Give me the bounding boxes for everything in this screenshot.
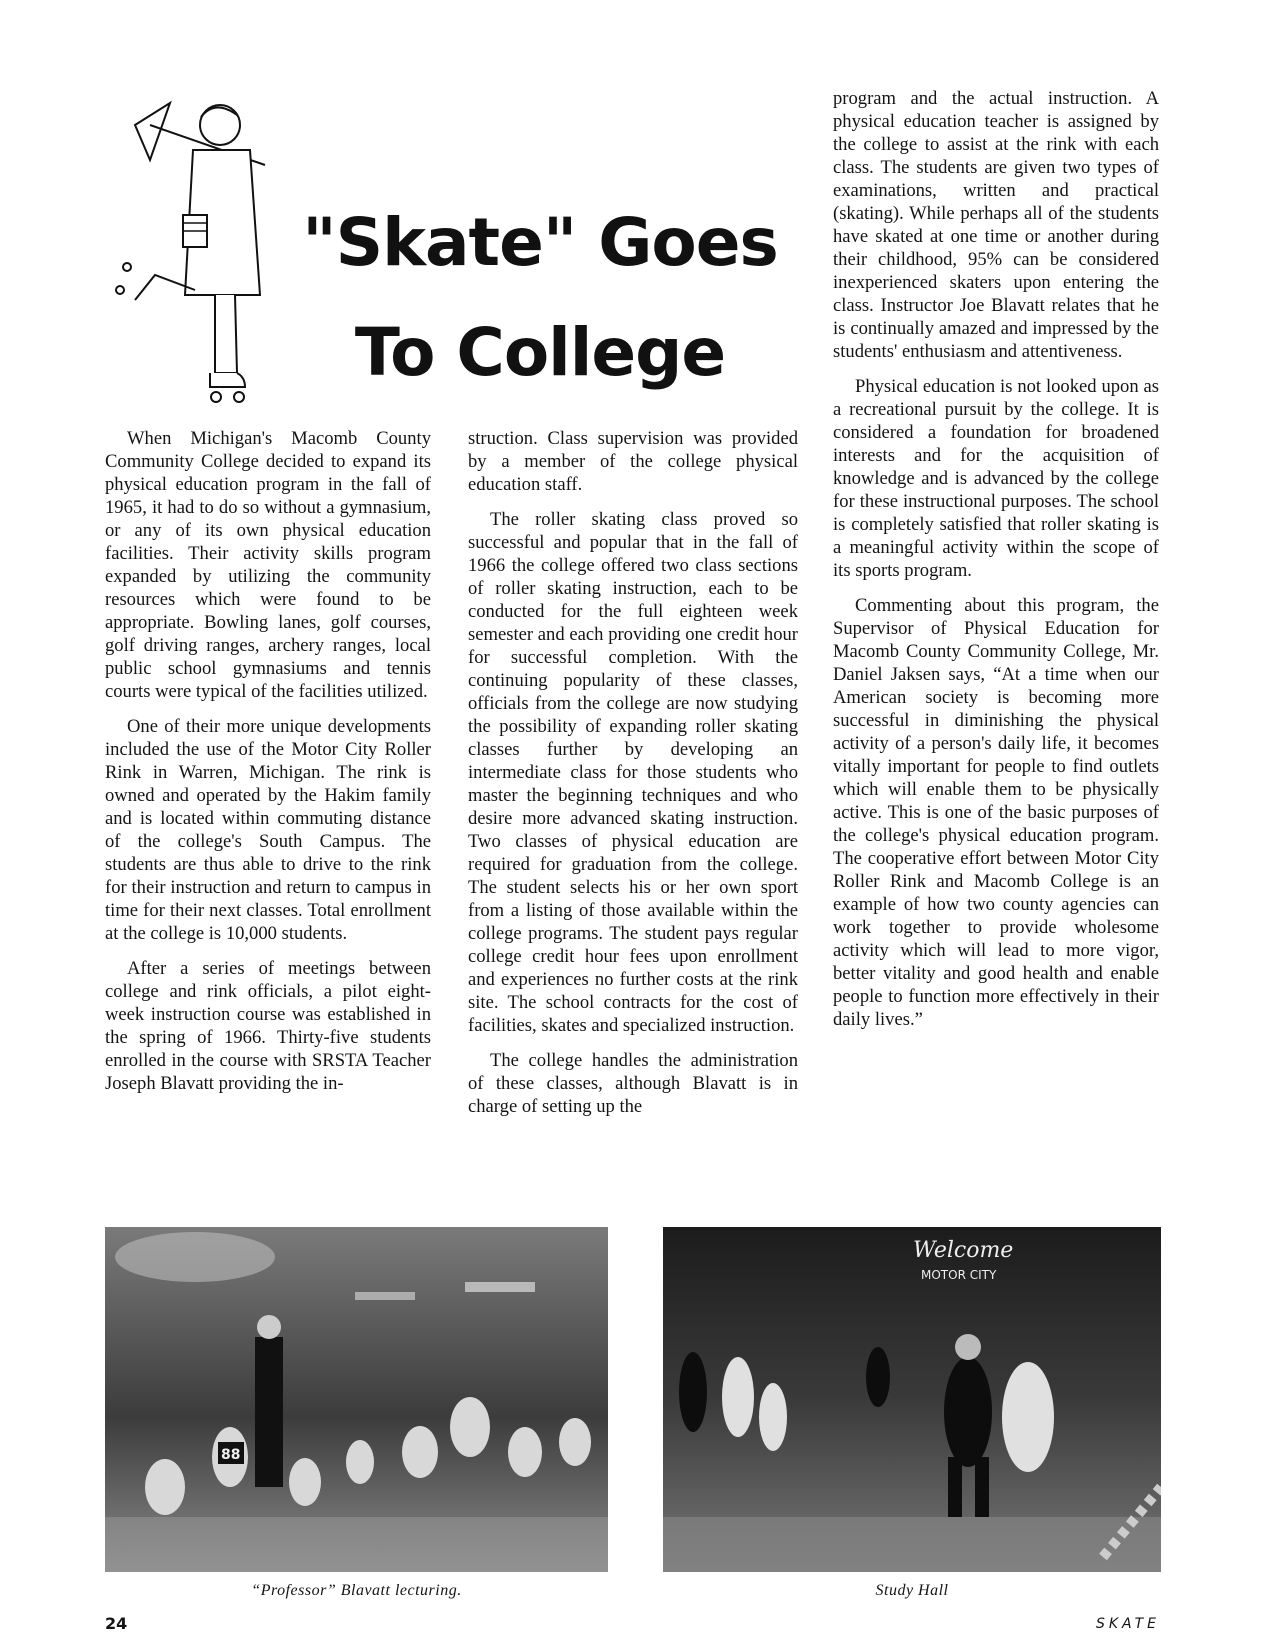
paragraph: Commenting about this program, the Supervisor of Physical Education for Macomb County Community College, Mr. Daniel Jaksen says, “At a time when our American society is becoming more successful in diminishing the physical activity of a person's daily life, it becomes vitally important for people to find outlets which will enable them to be physically active. This is one of the basic purposes of the college's physical education program. The cooperative effort between Motor City Roller Rink and Macomb College is an example of how two county agencies can work together to provide wholesome activity which will lead to more vigor, better vitality and good health and enable people to function more effectively in their daily lives.”: [833, 595, 1159, 1030]
column-1: [105, 427, 431, 1107]
photo-study-hall: [663, 1227, 1161, 1572]
column-2: [468, 427, 798, 1130]
page-number: 24: [105, 1614, 128, 1633]
magazine-name: SKATE: [1095, 1616, 1160, 1632]
paragraph: program and the actual instruction. A physical education teacher is assigned by the college to assist at the rink with each class. The students are given two types of examinations, written and practical (skating). While perhaps all of the students have skated at one time or another during their childhood, 95% can be considered inexperienced skaters upon entering the class. Instructor Joe Blavatt relates that he is continually amazed and impressed by the students' enthusiasm and attentiveness.: [833, 88, 1159, 362]
welcome-sign-text: MOTOR CITY: [921, 1268, 997, 1282]
photo-lecture-caption: “Professor” Blavatt lecturing.: [251, 1582, 462, 1599]
paragraph: Physical education is not looked upon as a recreational pursuit by the college. It is considered a foundation for broadened interests and for the acquisition of knowledge and is advanced by the college for these instructional purposes. The school is completely satisfied that roller skating is a meaningful activity within the scope of its sports program.: [833, 376, 1159, 581]
article-title-line1: "Skate" Goes: [302, 204, 778, 281]
photo-study-hall-image: [663, 1227, 1161, 1572]
article-title: [285, 188, 795, 408]
paragraph: struction. Class supervision was provided by a member of the college physical education staff.: [468, 428, 798, 495]
paragraph: The roller skating class proved so successful and popular that in the fall of 1966 the college offered two class sections of roller skating instruction, each to be conducted for the full eighteen week semester and each providing one credit hour for successful completion. With the continuing popularity of these classes, officials from the college are now studying the possibility of expanding roller skating classes further by developing an intermediate class for those students who master the beginning techniques and who desire more advanced skating instruction. Two classes of physical education are required for graduation from the college. The student selects his or her own sport from a listing of those available within the college programs. The student pays regular college credit hour fees upon enrollment and experiences no further costs at the rink site. The school contracts for the cost of facilities, skates and specialized instruction.: [468, 509, 798, 1036]
paragraph: One of their more unique developments included the use of the Motor City Roller Rink in Warren, Michigan. The rink is owned and operated by the Hakim family and is located within commuting distance of the college's South Campus. The students are thus able to drive to the rink for their instruction and return to campus in time for their next classes. Total enrollment at the college is 10,000 students.: [105, 716, 431, 944]
paragraph: When Michigan's Macomb County Community College decided to expand its physical education program in the fall of 1965, it had to do so without a gymnasium, or any of its own physical education facilities. Their activity skills program expanded by utilizing the community resources which were found to be appropriate. Bowling lanes, golf courses, golf driving ranges, archery ranges, local public school gymnasiums and tennis courts were typical of the facilities utilized.: [105, 428, 431, 702]
photo-study-hall-caption: Study Hall: [875, 1582, 949, 1599]
photo-lecture: [105, 1227, 608, 1572]
welcome-sign-script: Welcome: [913, 1238, 1014, 1263]
jersey-number: 88: [221, 1447, 241, 1463]
photo-lecture-image: [105, 1227, 608, 1572]
column-3: [833, 87, 1159, 1043]
student-skater-illustration: [115, 95, 295, 425]
article-title-line2: To College: [354, 314, 726, 391]
paragraph: After a series of meetings between college and rink officials, a pilot eight-week instruction course was established in the spring of 1966. Thirty-five students enrolled in the course with SRSTA Teacher Joseph Blavatt providing the in-: [105, 958, 431, 1094]
paragraph: The college handles the administration of these classes, although Blavatt is in charge of setting up the: [468, 1050, 798, 1117]
